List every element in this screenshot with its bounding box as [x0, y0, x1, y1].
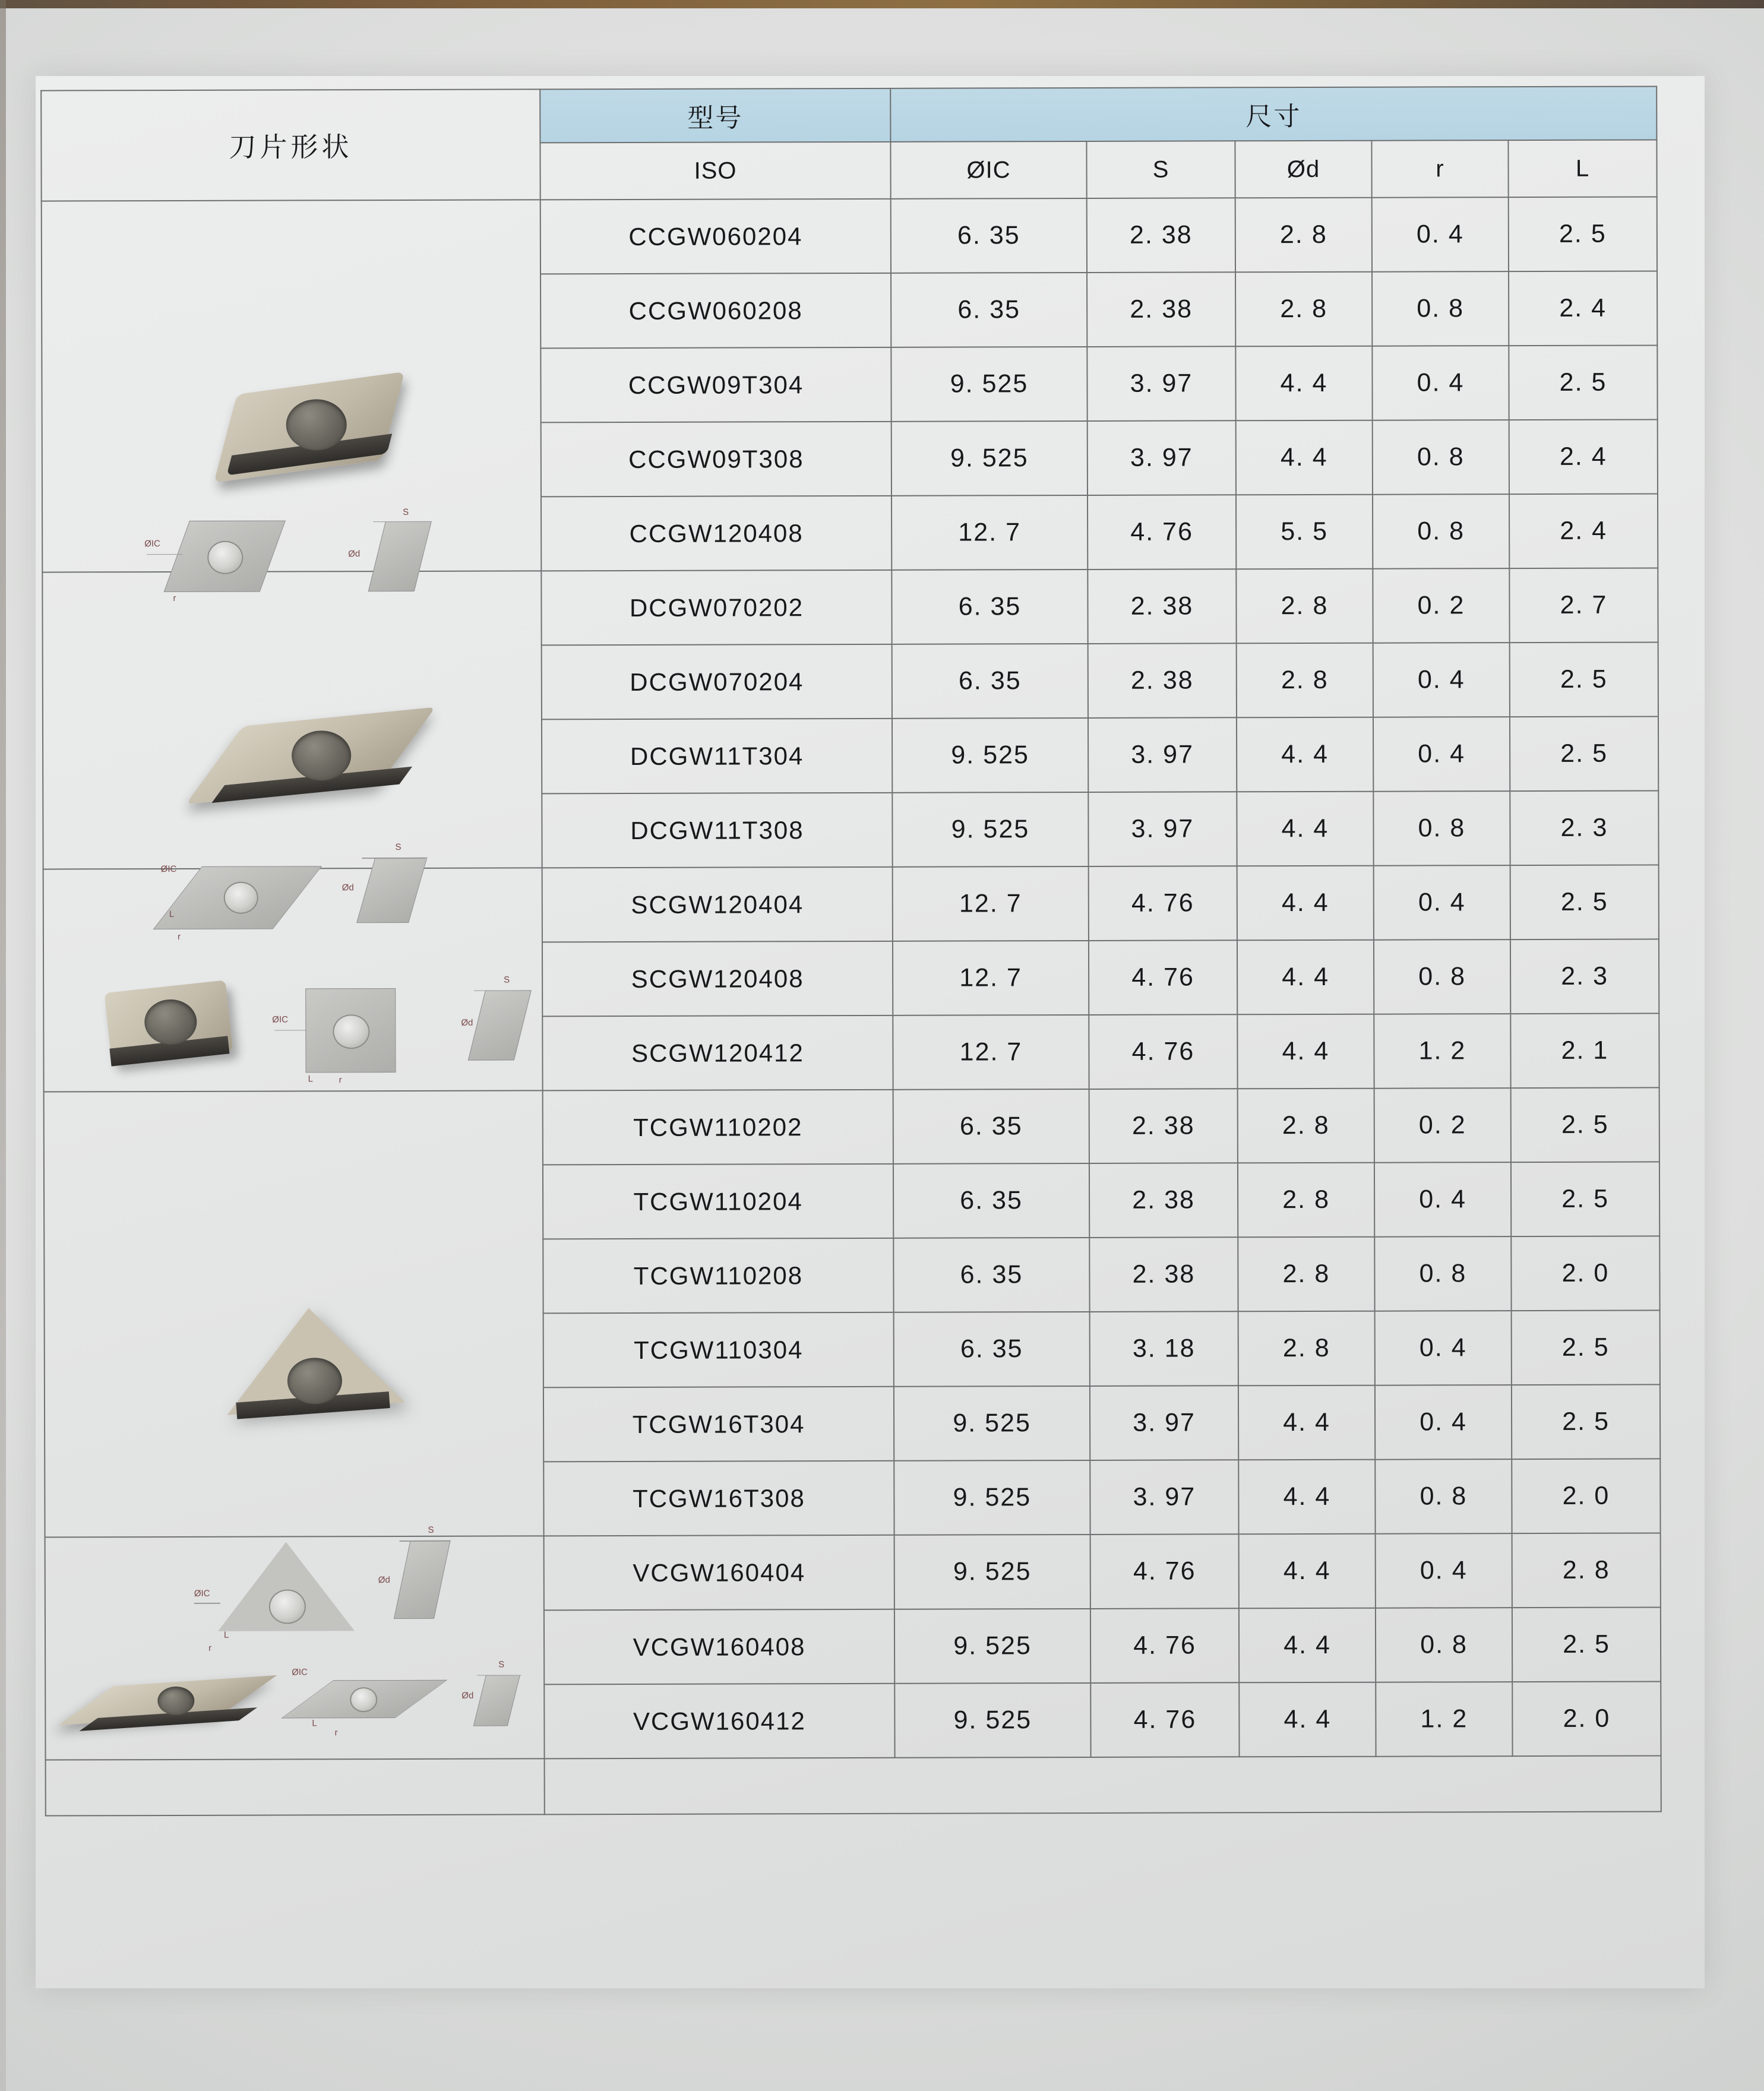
cell-s: 2. 38: [1089, 1237, 1238, 1312]
cell-r: 0. 4: [1375, 1385, 1512, 1460]
cell-l: 2. 5: [1512, 1607, 1661, 1682]
subheader-d: Ød: [1235, 141, 1371, 198]
label-d-icon: Ød: [342, 882, 354, 893]
label-s-icon: S: [428, 1524, 434, 1535]
label-s-icon: S: [504, 975, 510, 985]
cell-l: 2. 0: [1511, 1236, 1659, 1311]
cell-r: 0. 8: [1374, 939, 1510, 1014]
cell-r: 0. 4: [1372, 346, 1509, 420]
cell-r: 0. 2: [1374, 1088, 1511, 1163]
cell-l: 2. 1: [1510, 1013, 1659, 1088]
cell-r: 0. 8: [1375, 1459, 1512, 1534]
label-s-icon: S: [498, 1659, 505, 1670]
cell-ic: 9. 525: [894, 1386, 1090, 1461]
cell-ic: 6. 35: [893, 1238, 1089, 1312]
cell-r: 0. 8: [1373, 791, 1510, 866]
cell-iso: DCGW070202: [541, 570, 892, 646]
label-l-icon: L: [223, 1630, 229, 1640]
cell-d: 4. 4: [1238, 1460, 1375, 1535]
cell-r: 1. 2: [1374, 1014, 1510, 1089]
cell-iso: SCGW120412: [542, 1016, 893, 1091]
cell-r: 0. 4: [1373, 717, 1510, 792]
cell-d: 5. 5: [1236, 495, 1373, 570]
cell-l: 2. 0: [1512, 1681, 1661, 1756]
cell-l: 2. 5: [1510, 642, 1658, 717]
cell-l: 2. 5: [1510, 716, 1658, 791]
cell-ic: 6. 35: [893, 1089, 1089, 1164]
table-row: [45, 1533, 1661, 1611]
cell-l: 2. 7: [1509, 568, 1658, 643]
cell-s: 3. 97: [1088, 717, 1237, 792]
label-d-icon: Ød: [461, 1017, 473, 1028]
cell-ic: 9. 525: [892, 718, 1088, 793]
cell-iso: DCGW11T308: [542, 793, 892, 868]
label-d-icon: Ød: [378, 1575, 390, 1586]
subheader-r: r: [1371, 140, 1508, 198]
footer-blank-cell-wide: [545, 1755, 1661, 1814]
cell-ic: 12. 7: [893, 866, 1089, 941]
cell-s: 4. 76: [1089, 1014, 1237, 1089]
label-r-icon: r: [177, 931, 181, 942]
cell-iso: DCGW070204: [542, 644, 892, 720]
cell-s: 4. 76: [1090, 1534, 1239, 1609]
shape-illustration-scgw: [43, 868, 543, 1092]
cell-d: 2. 8: [1238, 1163, 1374, 1238]
cell-iso: VCGW160412: [544, 1684, 894, 1759]
label-ic-icon: ØIC: [144, 538, 160, 549]
cell-r: 0. 4: [1376, 1533, 1512, 1608]
page-left-shadow: [0, 0, 6, 2091]
label-r-icon: r: [173, 593, 176, 603]
cell-iso: CCGW060204: [540, 199, 891, 274]
cell-d: 4. 4: [1237, 717, 1373, 792]
cell-r: 0. 8: [1376, 1608, 1512, 1682]
cell-r: 0. 4: [1375, 1311, 1512, 1385]
cell-s: 2. 38: [1087, 198, 1235, 273]
cell-d: 2. 8: [1236, 569, 1373, 644]
label-s-icon: S: [395, 842, 402, 853]
cell-d: 4. 4: [1235, 346, 1372, 421]
label-ic-icon: ØIC: [160, 863, 177, 875]
label-l-icon: L: [308, 1073, 313, 1084]
label-ic-icon: ØIC: [292, 1666, 308, 1677]
label-r-icon: r: [208, 1643, 212, 1653]
cell-ic: 6. 35: [891, 198, 1087, 273]
table-row: [42, 197, 1657, 275]
cell-r: 0. 4: [1373, 643, 1510, 717]
cell-iso: VCGW160404: [544, 1535, 894, 1611]
cell-ic: 12. 7: [892, 495, 1088, 570]
cell-l: 2. 5: [1511, 1087, 1659, 1162]
cell-l: 2. 5: [1510, 865, 1659, 939]
cell-s: 3. 97: [1087, 346, 1235, 421]
label-l-icon: L: [169, 909, 175, 920]
cell-d: 2. 8: [1238, 1311, 1375, 1386]
cell-d: 2. 8: [1238, 1089, 1374, 1163]
cell-l: 2. 4: [1509, 271, 1657, 346]
cell-r: 0. 8: [1374, 1236, 1511, 1311]
cell-d: 4. 4: [1237, 866, 1374, 941]
cell-ic: 9. 525: [894, 1460, 1090, 1535]
cell-ic: 6. 35: [894, 1312, 1090, 1387]
cell-s: 4. 76: [1090, 1608, 1239, 1683]
insert-specification-table: [40, 86, 1662, 1816]
cell-s: 3. 18: [1090, 1311, 1238, 1386]
cell-s: 3. 97: [1088, 792, 1237, 866]
cell-iso: SCGW120404: [542, 867, 893, 942]
cell-d: 4. 4: [1238, 1385, 1375, 1460]
shape-illustration-dcgw: [42, 571, 542, 942]
cell-r: 0. 4: [1374, 1162, 1511, 1237]
header-shape-column: 刀片形状: [41, 89, 540, 201]
label-s-icon: S: [403, 507, 409, 517]
cell-s: 4. 76: [1090, 1682, 1239, 1757]
cell-l: 2. 5: [1511, 1162, 1659, 1236]
cell-s: 2. 38: [1089, 1163, 1238, 1238]
cell-s: 4. 76: [1088, 495, 1236, 570]
cell-iso: DCGW11T304: [542, 719, 892, 794]
cell-ic: 9. 525: [894, 1609, 1090, 1684]
cell-r: 0. 8: [1373, 494, 1509, 569]
cell-ic: 6. 35: [892, 570, 1088, 644]
cell-l: 2. 5: [1509, 197, 1657, 271]
cell-ic: 6. 35: [891, 273, 1087, 347]
cell-ic: 6. 35: [893, 1163, 1089, 1238]
cell-l: 2. 8: [1512, 1533, 1661, 1608]
table-row: [42, 568, 1658, 646]
shape-illustration-tcgw: [44, 1090, 544, 1653]
subheader-l: L: [1508, 140, 1656, 197]
cell-r: 0. 8: [1373, 420, 1509, 495]
cell-d: 2. 8: [1238, 1237, 1374, 1312]
cell-s: 2. 38: [1088, 569, 1236, 644]
cell-l: 2. 0: [1512, 1459, 1660, 1533]
cell-iso: CCGW120408: [541, 496, 892, 571]
cell-iso: TCGW110202: [543, 1090, 893, 1165]
cell-d: 4. 4: [1239, 1534, 1376, 1609]
footer-blank-cell: [46, 1758, 545, 1815]
cell-l: 2. 5: [1512, 1384, 1660, 1459]
cell-d: 4. 4: [1239, 1682, 1376, 1757]
cell-ic: 12. 7: [893, 1015, 1089, 1090]
cell-ic: 12. 7: [893, 941, 1089, 1016]
cell-s: 2. 38: [1087, 272, 1235, 347]
cell-l: 2. 4: [1509, 419, 1658, 494]
cell-r: 1. 2: [1376, 1682, 1512, 1757]
cell-iso: CCGW060208: [540, 273, 891, 349]
label-d-icon: Ød: [348, 548, 361, 559]
subheader-ic: ØIC: [890, 141, 1086, 199]
cell-s: 2. 38: [1089, 1089, 1238, 1163]
table-footer-blank-row: [46, 1755, 1661, 1815]
cell-l: 2. 5: [1512, 1310, 1660, 1385]
cell-l: 2. 5: [1509, 345, 1657, 420]
label-ic-icon: ØIC: [194, 1588, 210, 1599]
cell-iso: TCGW16T308: [543, 1461, 894, 1536]
cell-s: 4. 76: [1089, 866, 1237, 941]
cell-l: 2. 3: [1510, 939, 1659, 1014]
cell-iso: CCGW09T304: [540, 347, 891, 423]
cell-iso: TCGW110208: [543, 1238, 893, 1314]
cell-r: 0. 2: [1373, 568, 1509, 643]
cell-r: 0. 4: [1374, 865, 1510, 940]
cell-d: 4. 4: [1237, 792, 1373, 866]
cell-d: 2. 8: [1237, 643, 1373, 718]
cell-d: 4. 4: [1237, 940, 1374, 1015]
cell-ic: 6. 35: [892, 644, 1088, 719]
cell-s: 3. 97: [1090, 1385, 1238, 1460]
cell-ic: 9. 525: [892, 421, 1088, 496]
shape-illustration-ccgw: [42, 200, 542, 603]
cell-d: 4. 4: [1237, 1014, 1374, 1089]
cell-s: 4. 76: [1089, 940, 1237, 1015]
label-ic-icon: ØIC: [272, 1014, 288, 1025]
header-model: 型号: [540, 88, 890, 143]
subheader-s: S: [1086, 141, 1235, 198]
cell-r: 0. 8: [1372, 271, 1509, 346]
cell-iso: CCGW09T308: [541, 422, 892, 497]
label-d-icon: Ød: [461, 1690, 474, 1701]
shape-illustration-vcgw: [45, 1536, 545, 1760]
cell-d: 4. 4: [1236, 420, 1373, 495]
cell-ic: 9. 525: [892, 792, 1088, 867]
cell-ic: 9. 525: [891, 347, 1087, 422]
cell-ic: 9. 525: [894, 1535, 1090, 1609]
cell-s: 3. 97: [1090, 1460, 1238, 1535]
table-row: [43, 865, 1659, 943]
label-l-icon: L: [312, 1717, 317, 1728]
label-r-icon: r: [339, 1074, 342, 1085]
cell-iso: VCGW160408: [544, 1609, 894, 1685]
cell-l: 2. 3: [1510, 790, 1658, 865]
table-header-row-1: [41, 86, 1656, 144]
table-row: [44, 1087, 1659, 1166]
cell-d: 2. 8: [1235, 272, 1372, 347]
cell-ic: 9. 525: [894, 1683, 1090, 1758]
label-r-icon: r: [334, 1727, 338, 1738]
cell-l: 2. 4: [1509, 494, 1658, 568]
cell-s: 2. 38: [1088, 643, 1237, 718]
cell-d: 2. 8: [1235, 198, 1372, 273]
cell-iso: TCGW110304: [543, 1312, 894, 1388]
cell-iso: TCGW110204: [543, 1164, 893, 1239]
cell-s: 3. 97: [1088, 420, 1236, 495]
cell-d: 4. 4: [1239, 1608, 1376, 1683]
cell-iso: SCGW120408: [542, 941, 893, 1017]
desk-edge-strip: [0, 0, 1764, 8]
subheader-iso: ISO: [540, 142, 890, 200]
cell-r: 0. 4: [1372, 197, 1509, 272]
header-dimensions: 尺寸: [890, 86, 1656, 141]
cell-iso: TCGW16T304: [543, 1387, 894, 1462]
